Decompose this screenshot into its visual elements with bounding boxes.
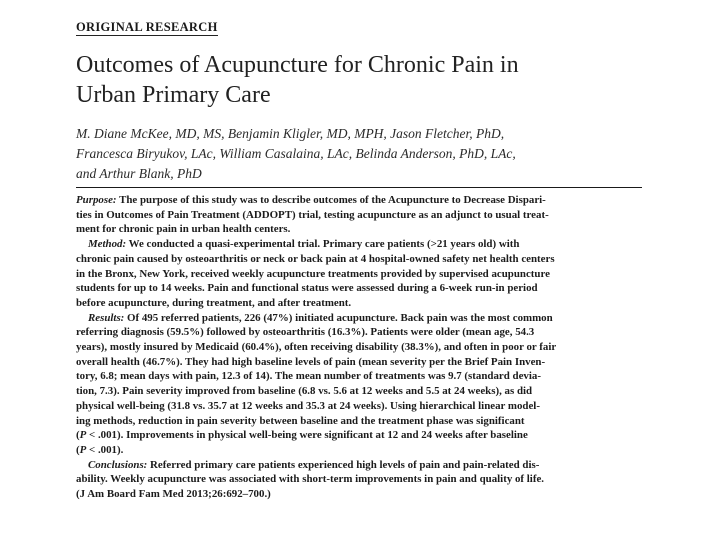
conclusions-label: Conclusions:: [88, 458, 148, 471]
citation: (J Am Board Fam Med 2013;26:692–700.): [76, 488, 271, 501]
abstract-line: chronic pain caused by osteoarthritis or neck or back pain at 4 hospital-owned safety net health centers: [76, 252, 555, 265]
author-line: Francesca Biryukov, LAc, William Casalaina, LAc, Belinda Anderson, PhD, LAc,: [76, 146, 516, 161]
abstract-line: physical well-being (31.8 vs. 35.7 at 12 weeks and 35.3 at 24 weeks). Using hierarchical linear model-: [76, 399, 540, 412]
title-line: Outcomes of Acupuncture for Chronic Pain in: [76, 52, 519, 78]
abstract-line: referring diagnosis (59.5%) followed by osteoarthritis (16.3%). Patients were older (mean age, 54.3: [76, 326, 535, 339]
purpose-label: Purpose:: [76, 194, 117, 206]
method-label: Method:: [88, 238, 127, 251]
abstract-results: Results: Of 495 referred patients, 226 (47%) initiated acupuncture. Back pain was the most common: [88, 311, 553, 324]
author-line: M. Diane McKee, MD, MS, Benjamin Kligler, MD, MPH, Jason Fletcher, PhD,: [76, 126, 505, 141]
abstract-line: ment for chronic pain in urban health centers.: [76, 223, 291, 236]
abstract-line: ties in Outcomes of Pain Treatment (ADDOPT) trial, testing acupuncture as an adjunct to usual treat-: [76, 208, 549, 221]
abstract-line: in the Bronx, New York, received weekly acupuncture treatments provided by supervised acupuncture: [76, 267, 550, 280]
abstract-line: years), mostly insured by Medicaid (60.4%), often receiving disability (38.3%), and often in poor or fair: [76, 341, 557, 354]
abstract-line: tion, 7.3). Pain severity improved from baseline (6.8 vs. 5.6 at 12 weeks and 5.5 at 24 weeks), as did: [76, 385, 533, 398]
abstract-line: ability. Weekly acupuncture was associated with short-term improvements in pain and quality of life.: [76, 473, 545, 486]
abstract-line: ing methods, reduction in pain severity between baseline and the treatment phase was significant: [76, 414, 525, 427]
abstract-line: (P < .001).: [76, 443, 124, 456]
abstract-line: students for up to 14 weeks. Pain and functional status were assessed during a 6-week run-in period: [76, 282, 538, 295]
section-label: ORIGINAL RESEARCH: [76, 20, 218, 34]
results-label: Results:: [88, 311, 125, 324]
author-line: and Arthur Blank, PhD: [76, 166, 202, 181]
author-list: [76, 124, 676, 184]
abstract-purpose: Purpose: The purpose of this study was to describe outcomes of the Acupuncture to Decrease Dispari-: [76, 194, 546, 206]
abstract-method: Method: We conducted a quasi-experimental trial. Primary care patients (>21 years old) with: [88, 238, 520, 251]
abstract-conclusions: Conclusions: Referred primary care patients experienced high levels of pain and pain-related dis-: [88, 458, 540, 471]
article-title: [76, 50, 676, 110]
abstract-line: (P < .001). Improvements in physical well-being were significant at 12 and 24 weeks after baseline: [76, 429, 528, 442]
abstract-line: before acupuncture, during treatment, and after treatment.: [76, 296, 352, 309]
title-line: Urban Primary Care: [76, 82, 271, 108]
abstract-line: overall health (46.7%). They had high baseline levels of pain (mean severity per the Brief Pain Inven-: [76, 355, 546, 368]
abstract-line: tory, 6.8; mean days with pain, 12.3 of 14). The mean number of treatments was 9.7 (standard devia-: [76, 370, 541, 383]
divider-rule: [76, 187, 642, 188]
abstract: [76, 193, 642, 502]
